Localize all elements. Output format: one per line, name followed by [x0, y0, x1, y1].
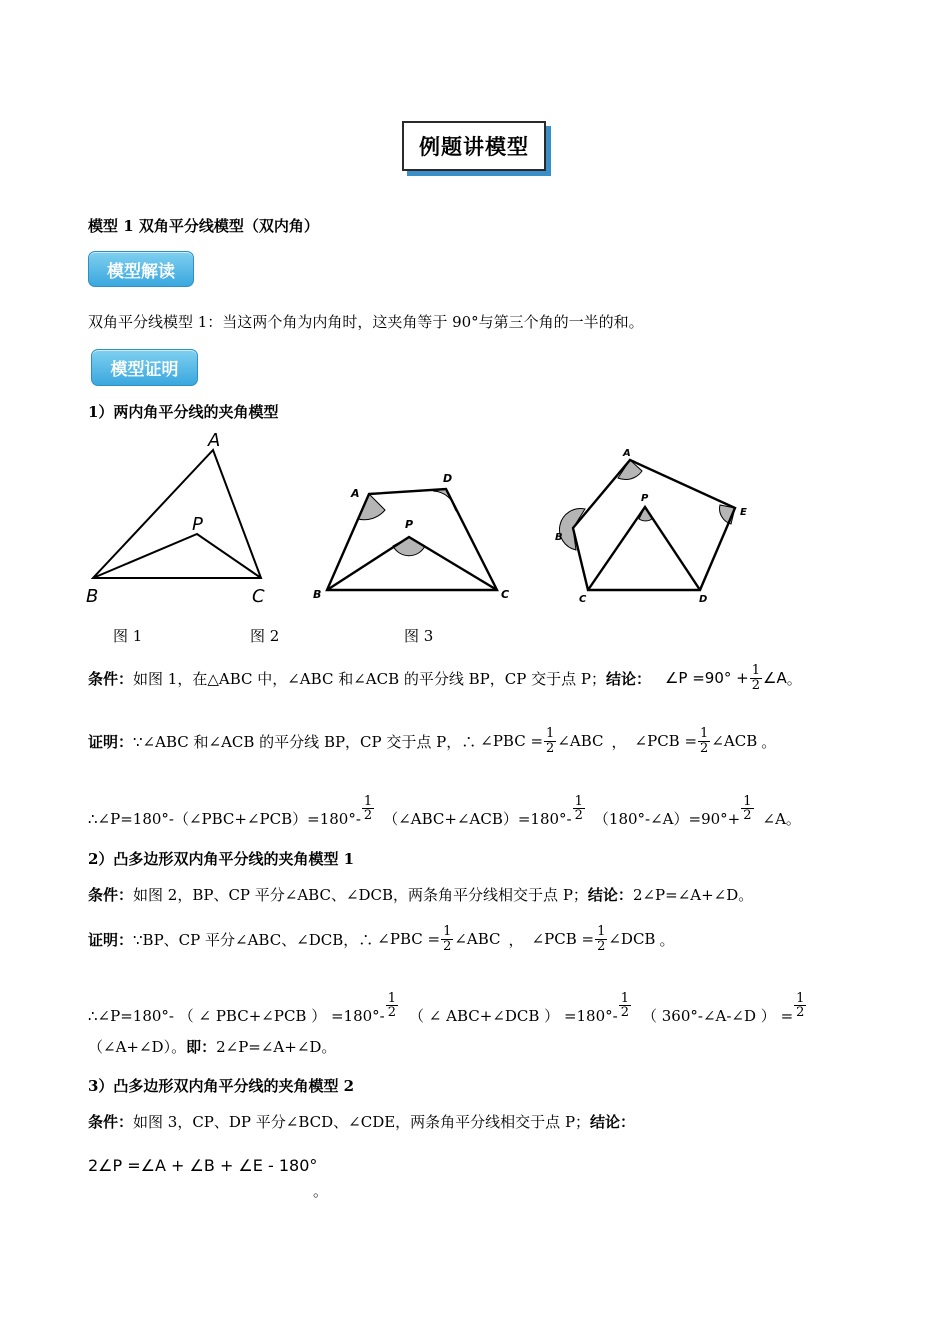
fig2-angle-p: [393, 537, 425, 556]
s1-abc: ∠ABC: [557, 732, 604, 750]
fig3-pentagon: [573, 460, 735, 590]
fig-caption-3: 图 3: [404, 627, 434, 645]
fig2-label-a: A: [351, 487, 360, 500]
s1-proof-line: [88, 720, 776, 762]
model-title: 模型 1 双角平分线模型（双内角）: [88, 217, 319, 235]
fig1-bisectors: [93, 534, 261, 578]
s2-condition-line: [88, 884, 753, 905]
s2-frac-e: $\frac{1}{2}$: [796, 990, 805, 1021]
fig3-label-c: C: [579, 594, 587, 605]
s1-cond-text: 如图 1，在△ABC 中，∠ABC 和∠ACB 的平分线 BP，CP 交于点 P；: [133, 669, 606, 688]
s2-comma: ，: [508, 930, 524, 949]
fig-caption-1: 图 1: [113, 627, 143, 645]
s1-frac-a: $\frac{1}{2}$: [546, 725, 555, 756]
s1-concl-end: 。: [786, 669, 802, 688]
s2-abc: ∠ABC: [454, 930, 501, 948]
s1-pbc: ∠PBC =: [480, 732, 544, 750]
s2-frac-b: $\frac{1}{2}$: [597, 923, 606, 954]
pill-model-proof: 模型证明: [91, 349, 198, 386]
intro-text: 双角平分线模型 1：当这两个角为内角时，这夹角等于 90°与第三个角的一半的和。: [88, 313, 644, 331]
s1-frac-c: $\frac{1}{2}$: [363, 793, 373, 824]
s1-proof-text: ∵∠ABC 和∠ACB 的平分线 BP，CP 交于点 P，∴: [133, 732, 477, 751]
s1-derivation-line: [88, 783, 801, 829]
s2-pbc: ∠PBC =: [377, 930, 441, 948]
s1-frac-b: $\frac{1}{2}$: [700, 725, 709, 756]
s2-concl-label: 结论：: [587, 886, 633, 904]
s1-concl-lhs: ∠P =90° +: [664, 669, 749, 687]
pill-model-read: 模型解读: [88, 251, 194, 287]
page-banner: 例题讲模型: [402, 121, 546, 171]
s1-proof-end: 。: [761, 732, 777, 751]
s2-pcb: ∠PCB =: [531, 930, 595, 948]
s3-cond-text: 如图 3，CP、DP 平分∠BCD、∠CDE，两条角平分线相交于点 P；: [133, 1113, 591, 1131]
s2-proof-line: [88, 918, 674, 960]
s1-frac-d: $\frac{1}{2}$: [574, 793, 583, 824]
s3-formula: 2∠P =∠A + ∠B + ∠E - 180°: [88, 1156, 318, 1175]
s3-cond-label: 条件：: [88, 1113, 134, 1131]
s2-proof-end: 。: [659, 930, 675, 949]
s2-cond-label: 条件：: [88, 886, 134, 904]
s2-frac-c: $\frac{1}{2}$: [387, 990, 397, 1021]
fig1-label-p: P: [192, 514, 203, 535]
s2-frac-a: $\frac{1}{2}$: [443, 923, 452, 954]
s1-l3b: （∠ABC+∠ACB）=180°-: [383, 810, 572, 828]
section-2-title: 2）凸多边形双内角平分线的夹角模型 1: [88, 850, 355, 868]
s2-frac-d: $\frac{1}{2}$: [620, 990, 629, 1021]
s1-comma: ，: [611, 732, 627, 751]
s1-concl-label: 结论：: [605, 669, 651, 688]
fig2-label-c: C: [501, 588, 510, 601]
fig2-angle-a: [358, 494, 385, 520]
s2-l3b: （ ∠ ABC+∠DCB ） =180°-: [409, 1007, 618, 1025]
fig-caption-2: 图 2: [250, 627, 280, 645]
s2-derivation-line: [88, 980, 868, 1026]
fig1-label-b: B: [86, 586, 99, 607]
fig1-triangle: [93, 450, 261, 578]
figure-1: [80, 428, 280, 608]
fig1-label-a: A: [208, 430, 221, 451]
fig3-label-e: E: [740, 507, 747, 518]
s2-dcb: ∠DCB: [608, 930, 656, 948]
s2-proof-label: 证明：: [88, 930, 134, 949]
s2-proof-text: ∵BP、CP 平分∠ABC、∠DCB，∴: [133, 930, 374, 949]
s2-l4b: 即：: [186, 1038, 217, 1056]
s2-l4c: 2∠P=∠A+∠D。: [216, 1038, 337, 1056]
s1-concl-rhs: ∠A: [763, 669, 787, 687]
s2-concl-text: 2∠P=∠A+∠D。: [632, 886, 754, 904]
s1-l3c: （180°-∠A）=90°+: [593, 810, 741, 828]
s2-cond-text: 如图 2，BP、CP 平分∠ABC、∠DCB，两条角平分线相交于点 P；: [133, 886, 588, 904]
s3-concl-label: 结论：: [590, 1113, 636, 1131]
s1-acb: ∠ACB: [711, 732, 758, 750]
fig3-label-p: P: [641, 493, 649, 504]
fig3-label-a: A: [623, 448, 631, 459]
s1-condition-line: [88, 658, 802, 698]
s2-l3c: （ 360°-∠A-∠D ） =: [642, 1007, 794, 1025]
s1-pcb: ∠PCB =: [634, 732, 698, 750]
figure-2: [305, 465, 520, 605]
s1-l3a: ∴∠P=180°-（∠PBC+∠PCB）=180°-: [88, 810, 361, 828]
fig3-label-d: D: [699, 594, 708, 605]
s1-frac-e: $\frac{1}{2}$: [743, 793, 752, 824]
fig2-label-d: D: [443, 472, 453, 485]
section-1-title: 1）两内角平分线的夹角模型: [88, 403, 279, 421]
fig3-label-b: B: [555, 532, 563, 543]
s1-proof-label: 证明：: [88, 732, 134, 751]
s2-l4a: （∠A+∠D）。: [88, 1038, 187, 1056]
s3-condition-line: [88, 1111, 635, 1132]
figure-3: [545, 440, 760, 610]
s1-l3d: ∠A。: [762, 810, 801, 828]
s2-result-line: [88, 1036, 336, 1057]
fig2-label-p: P: [405, 518, 414, 531]
fig1-label-c: C: [252, 586, 265, 607]
section-3-title: 3）凸多边形双内角平分线的夹角模型 2: [88, 1077, 355, 1095]
s2-l3a: ∴∠P=180°- （ ∠ PBC+∠PCB ） =180°-: [88, 1007, 385, 1025]
s3-formula-end: 。: [313, 1182, 329, 1200]
fig2-label-b: B: [313, 588, 322, 601]
s1-cond-label: 条件：: [88, 669, 134, 688]
s1-concl-frac: $\frac{1}{2}$: [751, 662, 761, 693]
